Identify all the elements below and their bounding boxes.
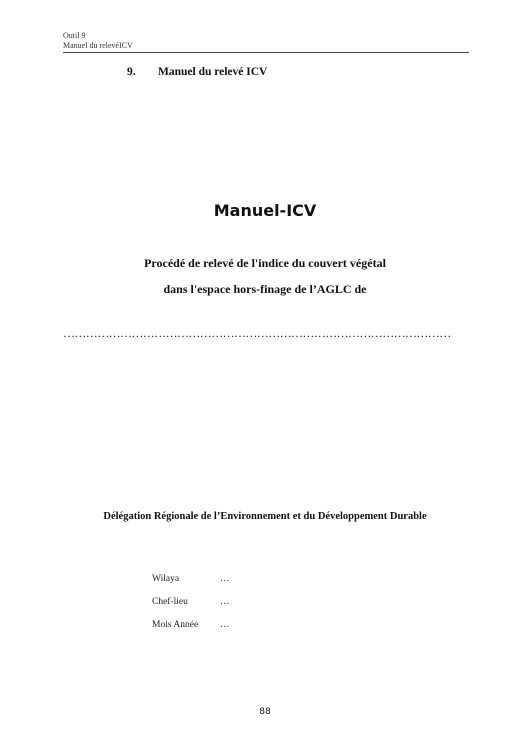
page-number: 88 xyxy=(259,707,271,717)
section-number: 9. xyxy=(127,66,136,78)
field-value: … xyxy=(220,597,230,607)
field-mois-annee xyxy=(152,620,230,630)
field-chef-lieu xyxy=(152,597,230,607)
header-divider xyxy=(63,52,469,53)
field-label: Chef-lieu xyxy=(152,597,188,607)
section-title: Manuel du relevé ICV xyxy=(158,66,268,78)
field-label: Wilaya xyxy=(152,574,180,584)
field-wilaya xyxy=(152,574,230,584)
section-heading xyxy=(127,66,267,78)
header-manual-label: Manuel du relevéICV xyxy=(63,41,133,50)
field-label: Mois Année xyxy=(152,620,199,630)
subtitle-line-1: Procédé de relevé de l'indice du couvert végétal xyxy=(144,256,386,270)
header-tool-label: Outil 9 xyxy=(63,31,86,40)
subtitle-line-2: dans l'espace hors-finage de l’AGLC de xyxy=(163,282,367,296)
field-value: … xyxy=(220,620,230,630)
running-header xyxy=(63,31,469,51)
document-title: Manuel-ICV xyxy=(213,201,317,220)
field-value: … xyxy=(220,574,230,584)
dotted-fill-line: ………………………………………………………………………………………… xyxy=(63,326,451,340)
delegation-name: Délégation Régionale de l’Environnement et du Développement Durable xyxy=(103,511,427,522)
